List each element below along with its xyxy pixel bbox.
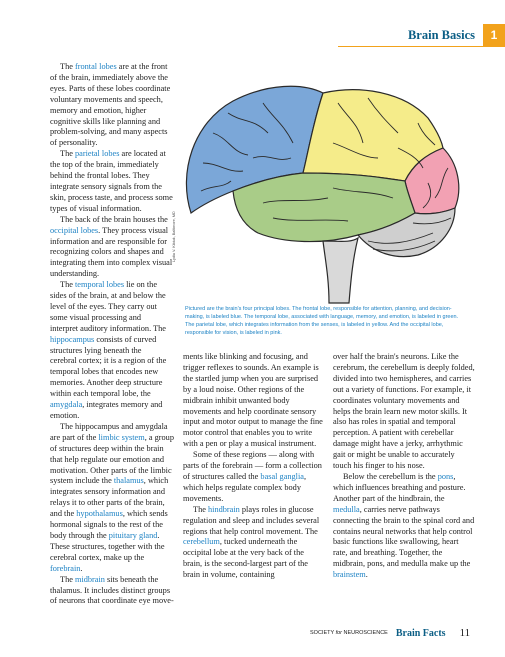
term: hindbrain (207, 504, 240, 514)
paragraph: ments like blinking and focusing, and trigger reflexes to sounds. An example is the startled jump when you are surprised by a loud noise. Other regions of the midbrain inhibit unwanted body movements and help coordinate sensory input and motor output to manage the fine motor control that enables you to write with a pen or play a musical instrument. (183, 352, 323, 449)
term: thalamus (113, 476, 144, 486)
paragraph: Some of these regions — along with parts of the forebrain — form a collection of structures called the basal ganglia, which helps regulate complex body movements. (183, 450, 322, 503)
paragraph: Below the cerebellum is the pons, which influences breathing and posture. Another part of the hindbrain, the medulla, carries nerve pathways connecting the brain to the spinal cord and contains neural networks that help control basic functions like swallowing, heart rate, and breathing. Together, the midbrain, pons, and medulla make up the brainstem. (333, 471, 475, 580)
term: medulla (333, 504, 360, 514)
term: limbic system (98, 432, 145, 442)
term: amygdala (50, 400, 83, 410)
term: pituitary gland (108, 530, 158, 540)
term: pons (437, 471, 454, 481)
term: hippocampus (50, 334, 95, 344)
chapter-number: 1 (483, 24, 505, 46)
column-1 (50, 62, 174, 607)
column-3 (333, 352, 475, 581)
term: midbrain (74, 574, 105, 584)
header-rule (338, 46, 505, 47)
page-number: 11 (459, 627, 471, 639)
term: temporal lobes (74, 280, 125, 290)
paragraph: The parietal lobes are located at the top of the brain, immediately behind the frontal lobes. They integrate sensory signals from the skin, process taste, and process some types of visual information. (50, 149, 173, 213)
brainstem (323, 238, 358, 303)
brain-lobes-illustration (173, 63, 473, 305)
paragraph: The midbrain sits beneath the thalamus. It includes distinct groups of neurons that coordinate eye move- (50, 574, 174, 606)
section-title: Brain Basics (407, 27, 475, 42)
term: occipital lobes (50, 225, 99, 235)
paragraph: The frontal lobes are at the front of the brain, immediately above the eyes. Parts of these lobes coordinate voluntary movements and speech, memory and emotion, higher cognitive skills like planning and problem-solving, and many aspects of personality. (50, 62, 171, 148)
paragraph: over half the brain's neurons. Like the cerebrum, the cerebellum is deeply folded, divided into two hemispheres, and carries out a variety of functions. For example, it coordinates voluntary movements and helps the brain learn new motor skills. It also has roles in spatial and temporal perception. A patient with cerebellar damage might have a jerky, arrhythmic gait or might be unable to accurately touch his finger to his nose. (333, 352, 475, 471)
society-name: SOCIETY for NEUROSCIENCE (310, 630, 388, 636)
term: forebrain (50, 563, 81, 573)
term: parietal lobes (74, 149, 120, 159)
paragraph: The temporal lobes lie on the sides of the brain, at and below the level of the eyes. They carry out some visual processing and interpret auditory information. The hippocampus consists of curved structures lying beneath the cerebral cortex; it is a region of the temporal lobes that encodes new memories. Another deep structure within each temporal lobe, the amygdala, integrates memory and emotion. (50, 280, 167, 420)
column-2 (183, 352, 325, 581)
term: basal ganglia (260, 471, 304, 481)
figure-caption: Pictured are the brain's four principal lobes. The frontal lobe, responsible for attention, planning, and decision-making, is labeled blue. The temporal lobe, associated with language, memory, and emotion, is labeled in green. The parietal lobe, which integrates information from the senses, is labeled in yellow. And the occipital lobe, responsible for vision, is labeled in pink. (185, 306, 459, 336)
paragraph: The hindbrain plays roles in glucose regulation and sleep and includes several regions that help control movement. The cerebellum, tucked underneath the occipital lobe at the very back of the brain, is the second-largest part of the brain in volume, containing (183, 504, 320, 580)
term: frontal lobes (74, 62, 117, 71)
publication-name: Brain Facts (395, 627, 446, 639)
figure-credit: Lydia V. Kibiuk, Baltimore, MD (172, 211, 176, 262)
term: hypothalamus (76, 509, 123, 519)
term: brainstem (333, 570, 366, 580)
page-footer (310, 627, 495, 639)
paragraph: The hippocampus and amygdala are part of the limbic system, a group of structures deep within the brain that help regulate our emotion and motivation. Other parts of the limbic system include the thalamus, which integrates sensory information and relays it to other parts of the brain, and the hypothalamus, which sends hormonal signals to the rest of the body through the pituitary gland. These structures, together with the cerebral cortex, make up the forebrain. (50, 421, 174, 573)
page-header (408, 24, 505, 46)
term: cerebellum (183, 537, 220, 547)
paragraph: The back of the brain houses the occipital lobes. They process visual information and are responsible for recognizing colors and shapes and integrating them into complex visual understanding. (50, 214, 173, 279)
